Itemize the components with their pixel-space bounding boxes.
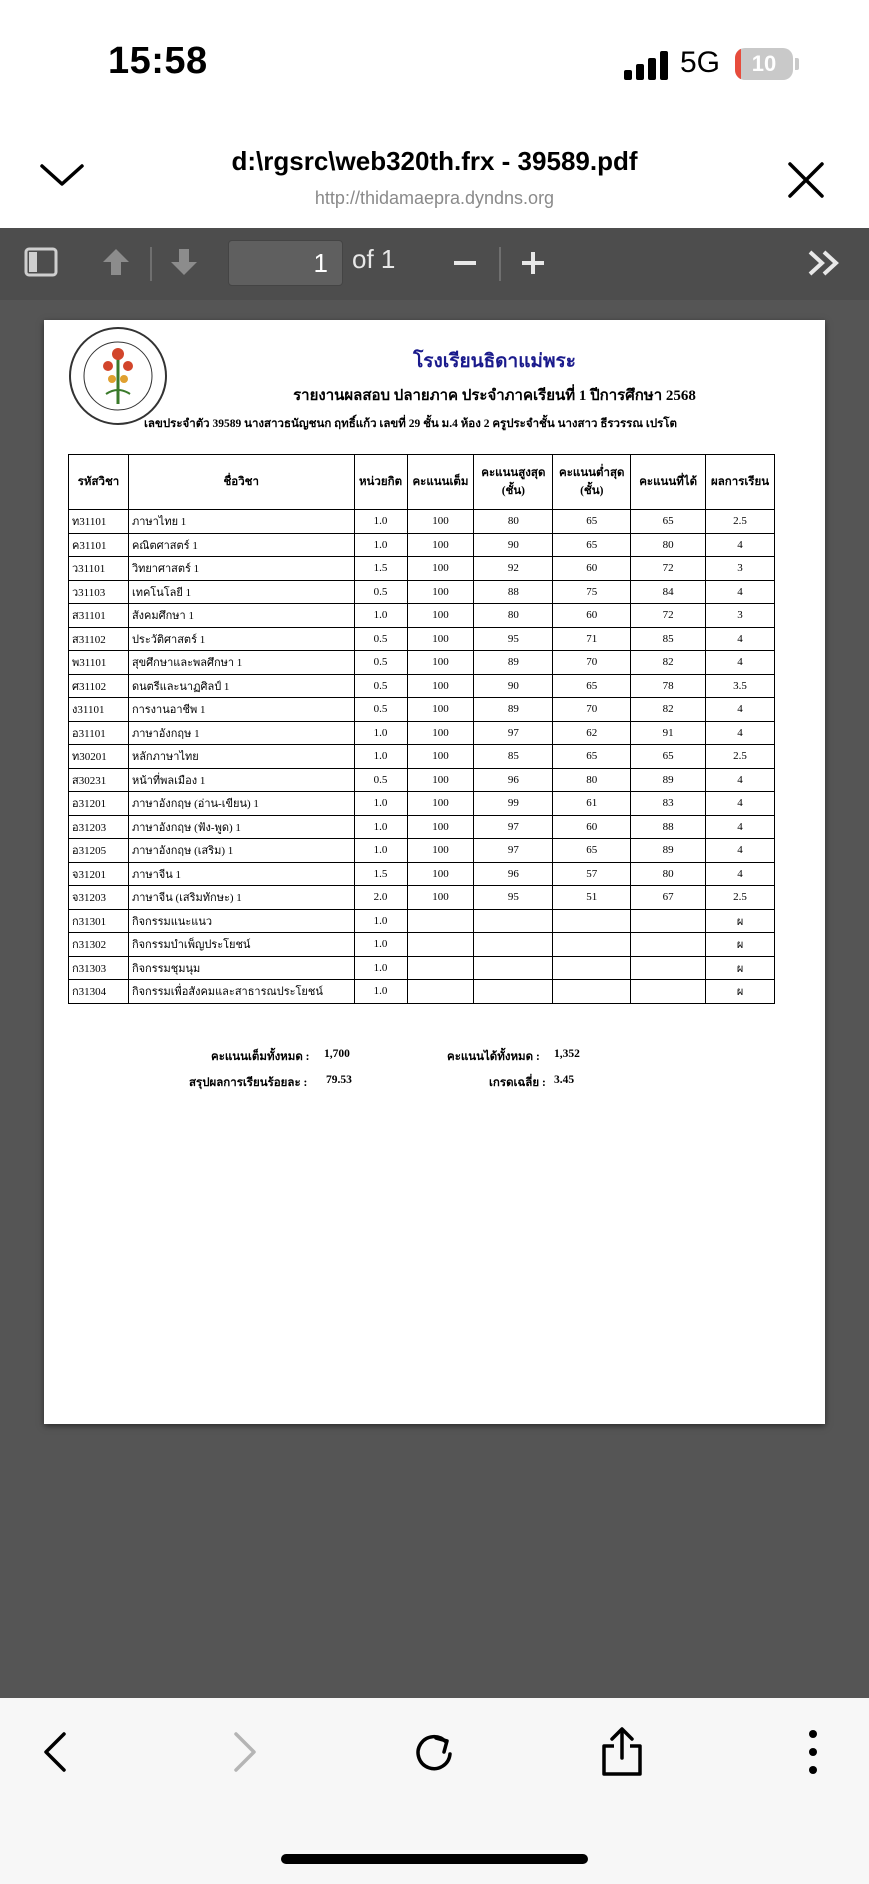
table-cell: 89	[474, 651, 553, 675]
page-number-input[interactable]: 1	[228, 240, 343, 286]
table-row	[69, 862, 775, 886]
table-cell: 70	[553, 698, 631, 722]
table-cell	[474, 980, 553, 1004]
table-cell: 80	[474, 510, 553, 534]
school-seal-icon	[66, 324, 170, 428]
table-cell: 1.0	[354, 721, 407, 745]
column-header: รหัสวิชา	[69, 455, 129, 510]
table-cell: 84	[631, 580, 706, 604]
table-cell: 1.0	[354, 604, 407, 628]
student-info: เลขประจำตัว 39589 นางสาวธนัญชนก ฤทธิ์แก้ว เลขที่ 29 ชั้น ม.4 ห้อง 2 ครูประจำชั้น นางสาว ธีรวรรณ เปรโต	[144, 418, 677, 430]
table-cell: 65	[553, 510, 631, 534]
clock: 15:58	[108, 40, 208, 82]
table-cell: 4	[706, 839, 775, 863]
column-header: คะแนนเต็ม	[407, 455, 474, 510]
table-cell: 60	[553, 557, 631, 581]
table-cell: กิจกรรมเพื่อสังคมและสาธารณประโยชน์	[128, 980, 354, 1004]
table-cell: 1.0	[354, 745, 407, 769]
battery-percent: 10	[751, 51, 777, 76]
table-cell: 3.5	[706, 674, 775, 698]
table-cell: 65	[553, 745, 631, 769]
table-cell: 100	[407, 604, 474, 628]
table-cell: ส31102	[69, 627, 129, 651]
table-cell: ว31103	[69, 580, 129, 604]
table-cell: 61	[553, 792, 631, 816]
table-row	[69, 604, 775, 628]
table-cell: 100	[407, 768, 474, 792]
table-body	[69, 510, 775, 1004]
table-cell: อ31205	[69, 839, 129, 863]
table-cell: กิจกรรมแนะแนว	[128, 909, 354, 933]
table-cell: อ31101	[69, 721, 129, 745]
table-cell: 83	[631, 792, 706, 816]
page-count: of 1	[352, 244, 396, 274]
table-cell: หลักภาษาไทย	[128, 745, 354, 769]
table-row	[69, 745, 775, 769]
table-cell: ภาษาอังกฤษ (ฟัง-พูด) 1	[128, 815, 354, 839]
table-cell	[474, 909, 553, 933]
table-cell: 100	[407, 533, 474, 557]
more-options-icon[interactable]	[806, 1728, 820, 1776]
table-cell: 4	[706, 580, 775, 604]
column-header: ผลการเรียน	[706, 455, 775, 510]
table-cell: 1.0	[354, 510, 407, 534]
share-icon[interactable]	[600, 1726, 644, 1778]
table-cell: 100	[407, 839, 474, 863]
table-cell: ประวัติศาสตร์ 1	[128, 627, 354, 651]
table-cell: 99	[474, 792, 553, 816]
title-bar	[0, 120, 869, 228]
table-row	[69, 886, 775, 910]
table-cell: 0.5	[354, 698, 407, 722]
table-cell: ก31302	[69, 933, 129, 957]
sidebar-toggle-icon[interactable]	[24, 247, 58, 277]
table-cell: 3	[706, 604, 775, 628]
table-cell: 70	[553, 651, 631, 675]
table-cell: 100	[407, 862, 474, 886]
table-cell: 71	[553, 627, 631, 651]
table-cell: 89	[631, 839, 706, 863]
table-cell: 95	[474, 627, 553, 651]
table-cell: 88	[631, 815, 706, 839]
table-cell: ส30231	[69, 768, 129, 792]
table-cell: 1.0	[354, 533, 407, 557]
grades-table	[68, 454, 775, 1004]
table-cell: 4	[706, 721, 775, 745]
toolbar-separator	[150, 247, 152, 281]
gpa-label: เกรดเฉลี่ย :	[489, 1077, 546, 1089]
table-cell: ภาษาอังกฤษ (อ่าน-เขียน) 1	[128, 792, 354, 816]
back-icon[interactable]	[40, 1730, 70, 1774]
table-cell: ภาษาจีน (เสริมทักษะ) 1	[128, 886, 354, 910]
table-cell: ผ	[706, 909, 775, 933]
table-row	[69, 980, 775, 1004]
zoom-in-icon[interactable]	[520, 250, 546, 276]
table-cell: 4	[706, 768, 775, 792]
table-cell: 2.0	[354, 886, 407, 910]
table-cell: 82	[631, 651, 706, 675]
table-cell: 2.5	[706, 745, 775, 769]
table-cell: 72	[631, 604, 706, 628]
report-title: รายงานผลสอบ ปลายภาค ประจำภาคเรียนที่ 1 ปีการศึกษา 2568	[293, 388, 696, 404]
table-cell: 3	[706, 557, 775, 581]
table-row	[69, 698, 775, 722]
table-cell: เทคโนโลยี 1	[128, 580, 354, 604]
table-cell: 80	[631, 533, 706, 557]
full-score-value: 1,700	[324, 1048, 350, 1060]
table-cell	[407, 909, 474, 933]
table-cell	[407, 956, 474, 980]
pdf-page	[44, 320, 825, 1424]
table-cell: ภาษาจีน 1	[128, 862, 354, 886]
close-icon[interactable]	[786, 160, 826, 200]
table-cell: 100	[407, 510, 474, 534]
table-cell: 88	[474, 580, 553, 604]
column-header: คะแนนสูงสุด (ชั้น)	[474, 455, 553, 510]
table-cell: 100	[407, 674, 474, 698]
document-title: d:\rgsrc\web320th.frx - 39589.pdf	[231, 146, 638, 176]
table-cell: 4	[706, 792, 775, 816]
table-cell: 97	[474, 815, 553, 839]
table-cell: 89	[631, 768, 706, 792]
zoom-out-icon[interactable]	[452, 250, 478, 276]
network-type: 5G	[680, 46, 721, 79]
previous-page-icon[interactable]	[100, 246, 132, 278]
table-cell	[407, 933, 474, 957]
table-cell: 97	[474, 721, 553, 745]
table-cell: 1.0	[354, 980, 407, 1004]
table-cell: วิทยาศาสตร์ 1	[128, 557, 354, 581]
table-cell: 100	[407, 721, 474, 745]
table-cell: คณิตศาสตร์ 1	[128, 533, 354, 557]
table-cell: 1.0	[354, 933, 407, 957]
table-cell: 2.5	[706, 886, 775, 910]
table-cell: 100	[407, 698, 474, 722]
table-cell: จ31203	[69, 886, 129, 910]
table-cell: 60	[553, 815, 631, 839]
table-cell: 82	[631, 698, 706, 722]
total-score-value: 1,352	[554, 1048, 580, 1060]
full-score-label: คะแนนเต็มทั้งหมด :	[211, 1051, 310, 1063]
table-cell: 78	[631, 674, 706, 698]
table-cell: กิจกรรมชุมนุม	[128, 956, 354, 980]
table-cell: 60	[553, 604, 631, 628]
table-cell: 75	[553, 580, 631, 604]
table-cell: 100	[407, 792, 474, 816]
table-cell: 4	[706, 862, 775, 886]
column-header: ชื่อวิชา	[128, 455, 354, 510]
table-cell: 100	[407, 557, 474, 581]
chevron-down-icon[interactable]	[38, 160, 86, 190]
column-header: คะแนนต่ำสุด (ชั้น)	[553, 455, 631, 510]
reload-icon[interactable]	[410, 1728, 458, 1776]
table-cell	[631, 980, 706, 1004]
table-cell: 80	[474, 604, 553, 628]
school-name: โรงเรียนธิดาแม่พระ	[413, 351, 576, 372]
table-row	[69, 792, 775, 816]
table-cell	[631, 909, 706, 933]
table-row	[69, 510, 775, 534]
table-cell: 4	[706, 627, 775, 651]
table-cell: 92	[474, 557, 553, 581]
table-cell: กิจกรรมบำเพ็ญประโยชน์	[128, 933, 354, 957]
table-cell: 62	[553, 721, 631, 745]
table-cell: 0.5	[354, 768, 407, 792]
table-cell: ผ	[706, 956, 775, 980]
table-cell: 65	[631, 745, 706, 769]
table-cell	[553, 956, 631, 980]
table-cell: 96	[474, 862, 553, 886]
table-row	[69, 768, 775, 792]
table-row	[69, 580, 775, 604]
table-cell: ก31304	[69, 980, 129, 1004]
column-header: หน่วยกิต	[354, 455, 407, 510]
gpa-value: 3.45	[554, 1074, 575, 1086]
table-cell: 95	[474, 886, 553, 910]
table-cell: ว31101	[69, 557, 129, 581]
table-cell: 0.5	[354, 651, 407, 675]
table-row	[69, 933, 775, 957]
table-cell: 100	[407, 627, 474, 651]
table-cell: จ31201	[69, 862, 129, 886]
column-header: คะแนนที่ได้	[631, 455, 706, 510]
table-cell: ภาษาอังกฤษ 1	[128, 721, 354, 745]
table-cell: 90	[474, 674, 553, 698]
table-cell: 100	[407, 651, 474, 675]
table-row	[69, 557, 775, 581]
table-cell	[631, 933, 706, 957]
table-cell: 65	[553, 839, 631, 863]
table-cell: 1.0	[354, 956, 407, 980]
table-row	[69, 651, 775, 675]
table-cell: 100	[407, 886, 474, 910]
table-cell: 4	[706, 815, 775, 839]
table-cell: 89	[474, 698, 553, 722]
table-cell: ท30201	[69, 745, 129, 769]
table-cell: ค31101	[69, 533, 129, 557]
table-cell	[631, 956, 706, 980]
table-cell: 4	[706, 533, 775, 557]
table-cell: ผ	[706, 980, 775, 1004]
table-cell: ดนตรีและนาฏศิลป์ 1	[128, 674, 354, 698]
table-cell: หน้าที่พลเมือง 1	[128, 768, 354, 792]
table-cell: 0.5	[354, 580, 407, 604]
table-cell: 90	[474, 533, 553, 557]
battery-tip	[795, 58, 799, 70]
table-cell: 67	[631, 886, 706, 910]
table-row	[69, 627, 775, 651]
table-cell: 65	[553, 674, 631, 698]
table-cell: 96	[474, 768, 553, 792]
table-cell: 85	[474, 745, 553, 769]
table-cell: 0.5	[354, 627, 407, 651]
table-cell	[553, 933, 631, 957]
table-cell: 51	[553, 886, 631, 910]
table-row	[69, 674, 775, 698]
table-cell: 100	[407, 815, 474, 839]
table-cell: 1.5	[354, 862, 407, 886]
table-cell: ง31101	[69, 698, 129, 722]
table-cell: 80	[631, 862, 706, 886]
table-cell: ก31301	[69, 909, 129, 933]
table-cell: พ31101	[69, 651, 129, 675]
table-cell: 65	[631, 510, 706, 534]
table-cell: 1.0	[354, 815, 407, 839]
table-cell: 100	[407, 745, 474, 769]
table-cell: ภาษาไทย 1	[128, 510, 354, 534]
table-cell: การงานอาชีพ 1	[128, 698, 354, 722]
next-page-icon[interactable]	[168, 246, 200, 278]
table-cell: 57	[553, 862, 631, 886]
table-cell	[474, 933, 553, 957]
table-cell: 72	[631, 557, 706, 581]
table-cell: 65	[553, 533, 631, 557]
signal-icon	[624, 50, 668, 80]
table-cell: ภาษาอังกฤษ (เสริม) 1	[128, 839, 354, 863]
table-cell: 85	[631, 627, 706, 651]
table-cell: 1.0	[354, 792, 407, 816]
table-cell: 0.5	[354, 674, 407, 698]
home-indicator[interactable]	[281, 1854, 588, 1864]
percent-label: สรุปผลการเรียนร้อยละ :	[189, 1077, 308, 1089]
table-cell: 2.5	[706, 510, 775, 534]
table-cell: 100	[407, 580, 474, 604]
table-cell	[407, 980, 474, 1004]
table-cell: 4	[706, 651, 775, 675]
table-cell: อ31203	[69, 815, 129, 839]
table-cell: 1.0	[354, 839, 407, 863]
forward-icon[interactable]	[230, 1730, 260, 1774]
table-cell: อ31201	[69, 792, 129, 816]
table-cell: สังคมศึกษา 1	[128, 604, 354, 628]
document-url: http://thidamaepra.dyndns.org	[314, 188, 555, 208]
table-cell	[553, 909, 631, 933]
table-cell: 97	[474, 839, 553, 863]
table-cell: ท31101	[69, 510, 129, 534]
table-cell	[474, 956, 553, 980]
table-cell: 4	[706, 698, 775, 722]
table-header-row	[69, 455, 775, 510]
table-row	[69, 839, 775, 863]
table-cell: 80	[553, 768, 631, 792]
more-tools-icon[interactable]	[806, 248, 842, 278]
table-cell: สุขศึกษาและพลศึกษา 1	[128, 651, 354, 675]
table-row	[69, 909, 775, 933]
percent-value: 79.53	[326, 1074, 352, 1086]
table-row	[69, 956, 775, 980]
table-cell: 1.0	[354, 909, 407, 933]
table-row	[69, 721, 775, 745]
toolbar-separator	[499, 247, 501, 281]
table-cell: ก31303	[69, 956, 129, 980]
table-row	[69, 815, 775, 839]
table-cell: ศ31102	[69, 674, 129, 698]
table-cell	[553, 980, 631, 1004]
table-cell: 91	[631, 721, 706, 745]
battery-icon	[735, 48, 793, 80]
table-row	[69, 533, 775, 557]
table-cell: 1.5	[354, 557, 407, 581]
status-bar	[0, 0, 869, 120]
table-cell: ผ	[706, 933, 775, 957]
table-cell: ส31101	[69, 604, 129, 628]
total-score-label: คะแนนได้ทั้งหมด :	[447, 1051, 540, 1063]
